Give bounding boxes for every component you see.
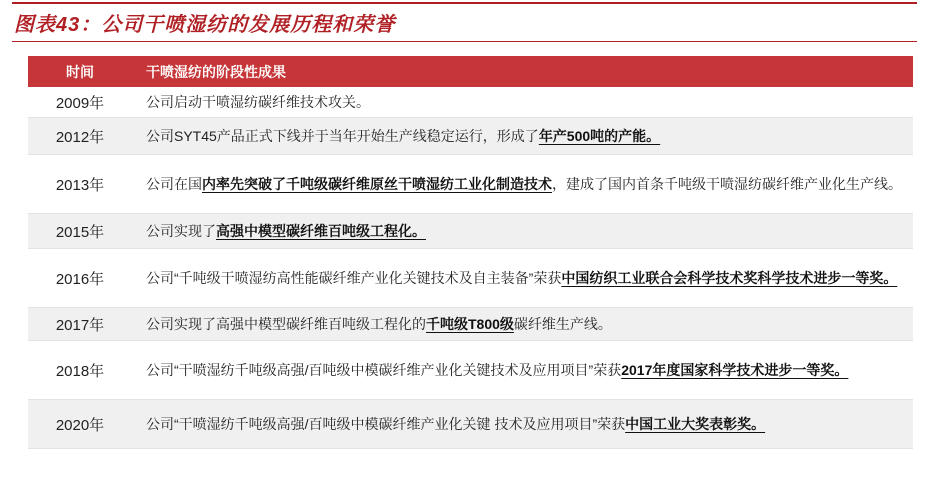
description-text: 公司SYT45产品正式下线并于当年开始生产线稳定运行，形成了: [146, 128, 539, 144]
row-description: [132, 266, 913, 290]
row-description: [132, 124, 913, 148]
table-row: [28, 308, 913, 341]
description-text: 公司实现了高强中模型碳纤维百吨级工程化的: [146, 316, 426, 332]
table-row: [28, 87, 913, 118]
description-text: 公司实现了: [146, 223, 216, 239]
table-row: [28, 214, 913, 249]
highlighted-achievement: 内率先突破了千吨级碳纤维原丝干喷湿纺工业化制造技术: [202, 176, 552, 192]
description-text: 公司“干喷湿纺千吨级高强/百吨级中模碳纤维产业化关键技术及应用项目”荣获: [146, 362, 622, 378]
row-description: [132, 172, 913, 196]
table-header: [28, 56, 913, 87]
highlighted-achievement: 2017年度国家科学技术进步一等奖。: [621, 362, 849, 378]
row-year: 2013年: [55, 176, 105, 194]
row-year: 2020年: [55, 416, 105, 434]
figure-title: 图表43：公司干喷湿纺的发展历程和荣誉: [14, 14, 396, 36]
header-time: 时间: [66, 63, 94, 80]
description-text: 公司启动干喷湿纺碳纤维技术攻关。: [146, 94, 370, 110]
row-description: [132, 412, 913, 436]
table-row: [28, 400, 913, 449]
row-description: [132, 90, 913, 114]
table-row: [28, 155, 913, 214]
row-description: [132, 358, 913, 382]
highlighted-achievement: 年产500吨的产能。: [538, 128, 661, 144]
description-text: 公司“千吨级干喷湿纺高性能碳纤维产业化关键技术及自主装备”荣获: [146, 270, 562, 286]
highlighted-achievement: 高强中模型碳纤维百吨级工程化。: [216, 223, 426, 239]
highlighted-achievement: 中国纺织工业联合会科学技术奖科学技术进步一等奖。: [561, 270, 898, 286]
description-text: ，建成了国内首条千吨级干喷湿纺碳纤维产业化生产线。: [552, 176, 902, 192]
header-achievement: 干喷湿纺的阶段性成果: [146, 63, 286, 80]
row-description: [132, 312, 913, 336]
milestone-table: [28, 56, 913, 449]
row-year: 2015年: [55, 223, 105, 241]
description-text: 公司在国: [146, 176, 202, 192]
highlighted-achievement: 千吨级T800级: [426, 316, 514, 332]
highlighted-achievement: 中国工业大奖表彰奖。: [625, 416, 766, 432]
table-row: [28, 249, 913, 308]
table-row: [28, 118, 913, 155]
description-text: 公司“干喷湿纺千吨级高强/百吨级中模碳纤维产业化关键 技术及应用项目”荣获: [146, 416, 626, 432]
row-year: 2012年: [55, 128, 105, 146]
row-year: 2016年: [55, 270, 105, 288]
row-description: [132, 219, 913, 243]
row-year: 2009年: [55, 94, 105, 112]
row-year: 2018年: [55, 362, 105, 380]
table-row: [28, 341, 913, 400]
title-rule: [12, 41, 917, 42]
row-year: 2017年: [55, 316, 105, 334]
top-rule: [12, 2, 917, 4]
description-text: 碳纤维生产线。: [513, 316, 612, 332]
table-body: [28, 87, 913, 449]
